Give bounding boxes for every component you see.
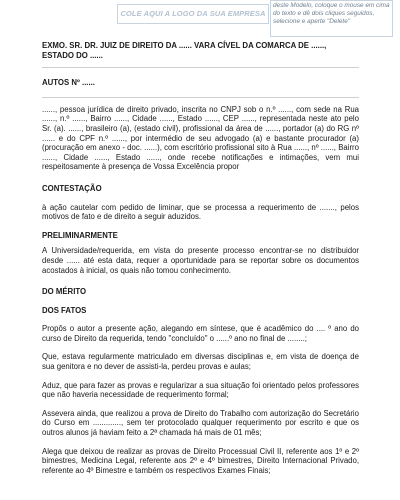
fact-paragraph: Assevera ainda, que realizou a prova de Direito do Trabalho com autorização do Secretário do Curso em ............., sem ter protocolado qualquer requerimento por escrito e que os outros alunos já haviam feito a 2ª chamada há mais de 01 mês; [42, 408, 359, 438]
contestacao-paragraph: à ação cautelar com pedido de liminar, que se processa a requerimento de ......., pelos motivos de fato e de direito a seguir aduzidos. [42, 202, 359, 222]
fact-paragraph: Que, estava regularmente matriculado em diversas disciplinas e, em vista de doença de sua genitora e no dever de assisti-la, perdeu provas e aulas; [42, 352, 359, 372]
preliminar-paragraph: A Universidade/requerida, em vista do presente processo encontrar-se no distribuidor desde ...... até esta data, requer a oportunidade para se reportar sobre os documentos acostados à inicial, os quais não tomou conhecimento. [42, 246, 359, 275]
fact-paragraph: Alega que deixou de realizar as provas de Direito Processual Civil II, referente aos 1º e 2º bimestres, Medicina Legal, referente aos 2º e 4º bimestres, Direito Internacional Privado, referente ao 4º Bimestre e também os respectivos Exames Finais; [42, 446, 359, 475]
qualification-paragraph: ......, pessoa jurídica de direito privado, inscrita no CNPJ sob o n.º ......, com sede na Rua ......, n.º ......, Bairro ......, Cidade ......, Estado ......, CEP ......, representada neste ato pelo Sr. (a). ......, brasileiro (a), (estado civil), profissional da área de ......, portador (a) do RG nº ...... e do CPF n.º ......, por intermédio de seu advogado (a) e bastante procurador (a) (procuração em anexo - doc. ......), com escritório profissional sito à Rua ......, nº ......, Bairro ......, Cidade ......, Estado ......, onde recebe notificações e intimações, vem mui respeitosamente à presença de Vossa Excelência propor [42, 104, 359, 172]
merito-heading: DO MÉRITO [42, 287, 87, 297]
fact-paragraph: Aduz, que para fazer as provas e regularizar a sua situação foi orientado pelos professores que não haveria necessidade de requerimento formal; [42, 380, 359, 400]
addressee: EXMO. SR. DR. JUIZ DE DIREITO DA ...... VARA CÍVEL DA COMARCA DE ......, ESTADO DO ...... [42, 41, 327, 60]
preliminar-heading: PRELIMINARMENTE [42, 230, 118, 240]
divider [42, 67, 359, 68]
fatos-heading: DOS FATOS [42, 305, 87, 315]
contestacao-heading: CONTESTAÇÃO [42, 183, 102, 193]
case-number: AUTOS Nº ...... [42, 78, 95, 88]
fact-paragraph: Propôs o autor a presente ação, alegando em síntese, que é acadêmico do .... º ano do curso de Direito da requerida, tendo "concluído" o ......º ano no final de ........; [42, 324, 359, 343]
logo-placeholder: COLE AQUI A LOGO DA SUA EMPRESA [117, 4, 269, 24]
document-body [42, 41, 359, 475]
template-instruction-note: deste Modelo, coloque o mouse em cima do texto e dê dois cliques seguidos, selecione e aperte "Delete" [270, 0, 393, 37]
divider [42, 97, 359, 98]
